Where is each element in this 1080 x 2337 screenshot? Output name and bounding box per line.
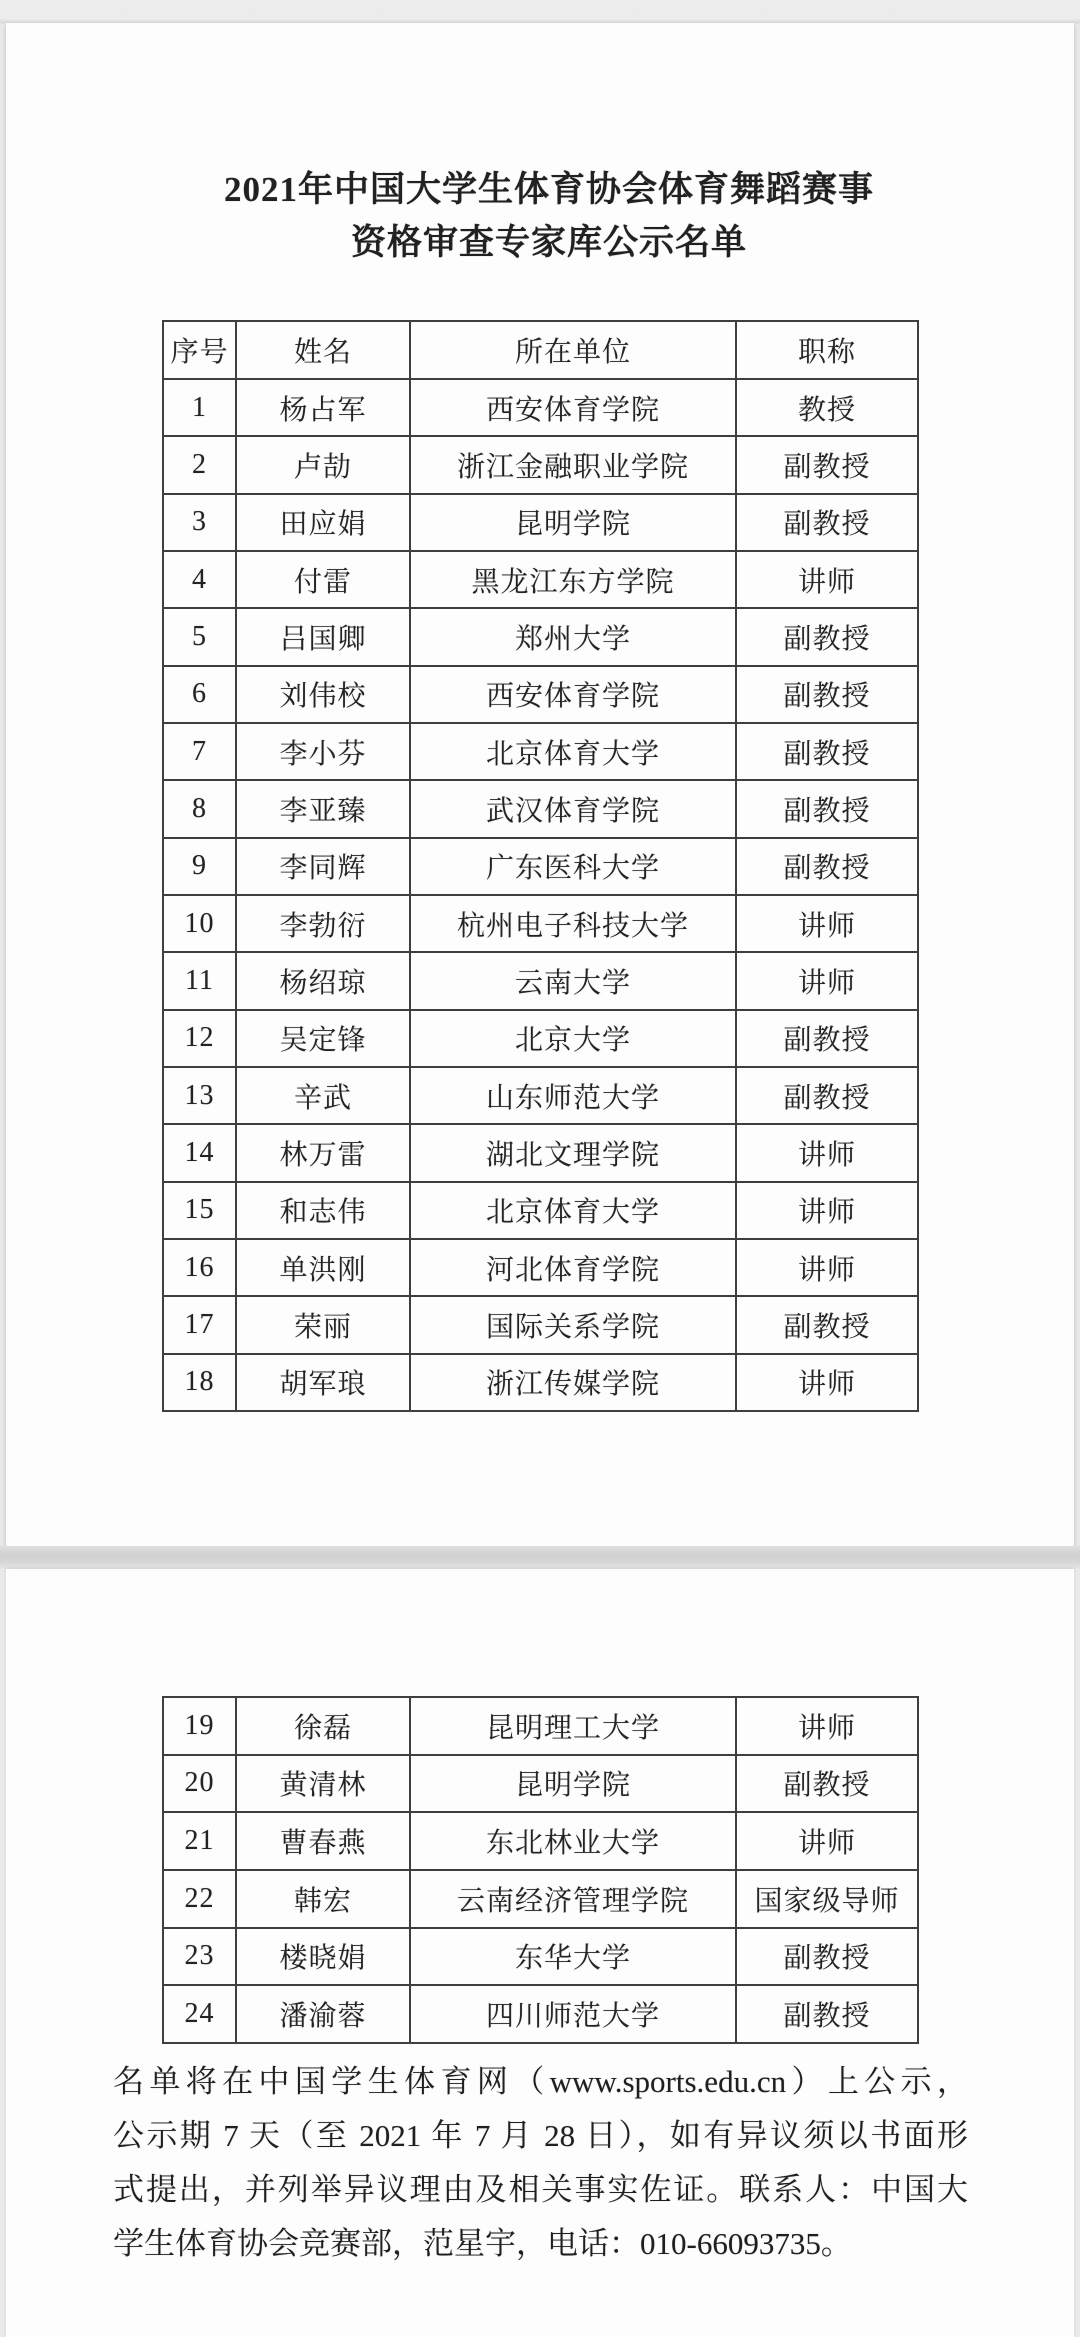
cell-title: 副教授 [736,1755,918,1813]
cell-organization: 云南经济管理学院 [410,1870,736,1928]
table-row [163,780,918,837]
cell-name: 黄清林 [236,1755,410,1813]
table-row [163,1755,918,1813]
cell-serial: 17 [163,1296,236,1353]
title-line-1: 2021年中国大学生体育协会体育舞蹈赛事 [223,170,874,209]
cell-title: 副教授 [736,608,918,665]
cell-name: 杨占军 [236,379,410,436]
cell-serial: 12 [163,1010,236,1067]
table-row [163,1928,918,1986]
table-row [163,1985,918,2043]
table-row [163,608,918,665]
page-gap-divider [0,1546,1080,1569]
cell-organization: 湖北文理学院 [410,1124,736,1181]
table-row [163,1870,918,1928]
table-row [163,494,918,551]
header-organization: 所在单位 [410,321,736,379]
cell-name: 李小芬 [236,723,410,780]
document-page-2 [6,1569,1074,2337]
cell-name: 刘伟校 [236,666,410,723]
table-row [163,1010,918,1067]
cell-organization: 昆明学院 [410,494,736,551]
cell-name: 徐磊 [236,1697,410,1755]
notice-paragraph [113,2055,968,2271]
cell-serial: 11 [163,952,236,1009]
table-row [163,1124,918,1181]
expert-table-page1 [162,320,919,1412]
cell-serial: 8 [163,780,236,837]
table-row [163,1182,918,1239]
table-row [163,551,918,608]
cell-organization: 北京体育大学 [410,1182,736,1239]
cell-title: 副教授 [736,1067,918,1124]
cell-organization: 浙江传媒学院 [410,1354,736,1411]
cell-organization: 浙江金融职业学院 [410,436,736,493]
table-row [163,436,918,493]
table-row [163,1067,918,1124]
cell-serial: 21 [163,1812,236,1870]
cell-name: 李同辉 [236,838,410,895]
cell-organization: 北京体育大学 [410,723,736,780]
cell-organization: 云南大学 [410,952,736,1009]
document-title [15,163,1080,269]
cell-title: 讲师 [736,895,918,952]
cell-title: 讲师 [736,1354,918,1411]
cell-title: 副教授 [736,1296,918,1353]
cell-name: 林万雷 [236,1124,410,1181]
cell-organization: 西安体育学院 [410,379,736,436]
cell-serial: 2 [163,436,236,493]
cell-serial: 9 [163,838,236,895]
cell-name: 李勃衍 [236,895,410,952]
cell-organization: 昆明理工大学 [410,1697,736,1755]
cell-organization: 郑州大学 [410,608,736,665]
cell-title: 副教授 [736,1928,918,1986]
notice-line: 式提出，并列举异议理由及相关事实佐证。联系人：中国大 [113,2172,968,2207]
cell-serial: 1 [163,379,236,436]
cell-organization: 广东医科大学 [410,838,736,895]
table-row [163,666,918,723]
table-row [163,723,918,780]
header-title: 职称 [736,321,918,379]
cell-organization: 杭州电子科技大学 [410,895,736,952]
cell-title: 讲师 [736,1124,918,1181]
cell-name: 辛武 [236,1067,410,1124]
cell-name: 吕国卿 [236,608,410,665]
expert-table-page2 [162,1696,919,2044]
cell-serial: 6 [163,666,236,723]
cell-name: 李亚臻 [236,780,410,837]
table-row [163,379,918,436]
cell-serial: 5 [163,608,236,665]
cell-title: 教授 [736,379,918,436]
cell-organization: 山东师范大学 [410,1067,736,1124]
cell-title: 国家级导师 [736,1870,918,1928]
cell-organization: 昆明学院 [410,1755,736,1813]
cell-organization: 东华大学 [410,1928,736,1986]
cell-name: 付雷 [236,551,410,608]
cell-title: 讲师 [736,1182,918,1239]
table-header [163,321,918,379]
cell-title: 副教授 [736,838,918,895]
cell-serial: 14 [163,1124,236,1181]
table-row [163,1697,918,1755]
table-row [163,1354,918,1411]
cell-organization: 四川师范大学 [410,1985,736,2043]
cell-title: 副教授 [736,494,918,551]
table-row [163,952,918,1009]
cell-name: 卢劼 [236,436,410,493]
cell-name: 荣丽 [236,1296,410,1353]
cell-serial: 19 [163,1697,236,1755]
notice-line: 学生体育协会竞赛部，范星宇，电话：010-66093735。 [113,2226,852,2261]
table-row [163,1812,918,1870]
table-row [163,895,918,952]
cell-serial: 13 [163,1067,236,1124]
cell-serial: 23 [163,1928,236,1986]
cell-title: 讲师 [736,1812,918,1870]
cell-name: 杨绍琼 [236,952,410,1009]
cell-name: 胡军琅 [236,1354,410,1411]
cell-title: 讲师 [736,952,918,1009]
table-row [163,1296,918,1353]
cell-title: 讲师 [736,551,918,608]
cell-organization: 东北林业大学 [410,1812,736,1870]
cell-title: 副教授 [736,666,918,723]
title-line-2: 资格审查专家库公示名单 [350,223,747,262]
cell-organization: 河北体育学院 [410,1239,736,1296]
cell-serial: 16 [163,1239,236,1296]
cell-name: 曹春燕 [236,1812,410,1870]
cell-organization: 黑龙江东方学院 [410,551,736,608]
notice-line: 名单将在中国学生体育网（www.sports.edu.cn）上公示， [113,2064,968,2099]
cell-serial: 10 [163,895,236,952]
cell-title: 副教授 [736,1010,918,1067]
cell-name: 楼晓娟 [236,1928,410,1986]
cell-name: 单洪刚 [236,1239,410,1296]
cell-organization: 武汉体育学院 [410,780,736,837]
cell-organization: 国际关系学院 [410,1296,736,1353]
cell-serial: 7 [163,723,236,780]
cell-title: 副教授 [736,780,918,837]
header-serial: 序号 [163,321,236,379]
cell-title: 副教授 [736,1985,918,2043]
cell-name: 吴定锋 [236,1010,410,1067]
cell-organization: 西安体育学院 [410,666,736,723]
notice-line: 公示期 7 天（至 2021 年 7 月 28 日），如有异议须以书面形 [113,2118,968,2153]
cell-title: 讲师 [736,1697,918,1755]
cell-serial: 20 [163,1755,236,1813]
document-page-1 [6,23,1074,1546]
cell-serial: 18 [163,1354,236,1411]
cell-serial: 4 [163,551,236,608]
cell-serial: 22 [163,1870,236,1928]
table-body-page1 [163,379,918,1411]
cell-name: 和志伟 [236,1182,410,1239]
cell-serial: 15 [163,1182,236,1239]
cell-name: 田应娟 [236,494,410,551]
cell-name: 韩宏 [236,1870,410,1928]
cell-title: 副教授 [736,723,918,780]
table-row [163,838,918,895]
cell-organization: 北京大学 [410,1010,736,1067]
cell-serial: 3 [163,494,236,551]
cell-name: 潘渝蓉 [236,1985,410,2043]
cell-title: 讲师 [736,1239,918,1296]
cell-serial: 24 [163,1985,236,2043]
header-name: 姓名 [236,321,410,379]
table-header-row [163,321,918,379]
table-body-page2 [163,1697,918,2043]
cell-title: 副教授 [736,436,918,493]
table-row [163,1239,918,1296]
